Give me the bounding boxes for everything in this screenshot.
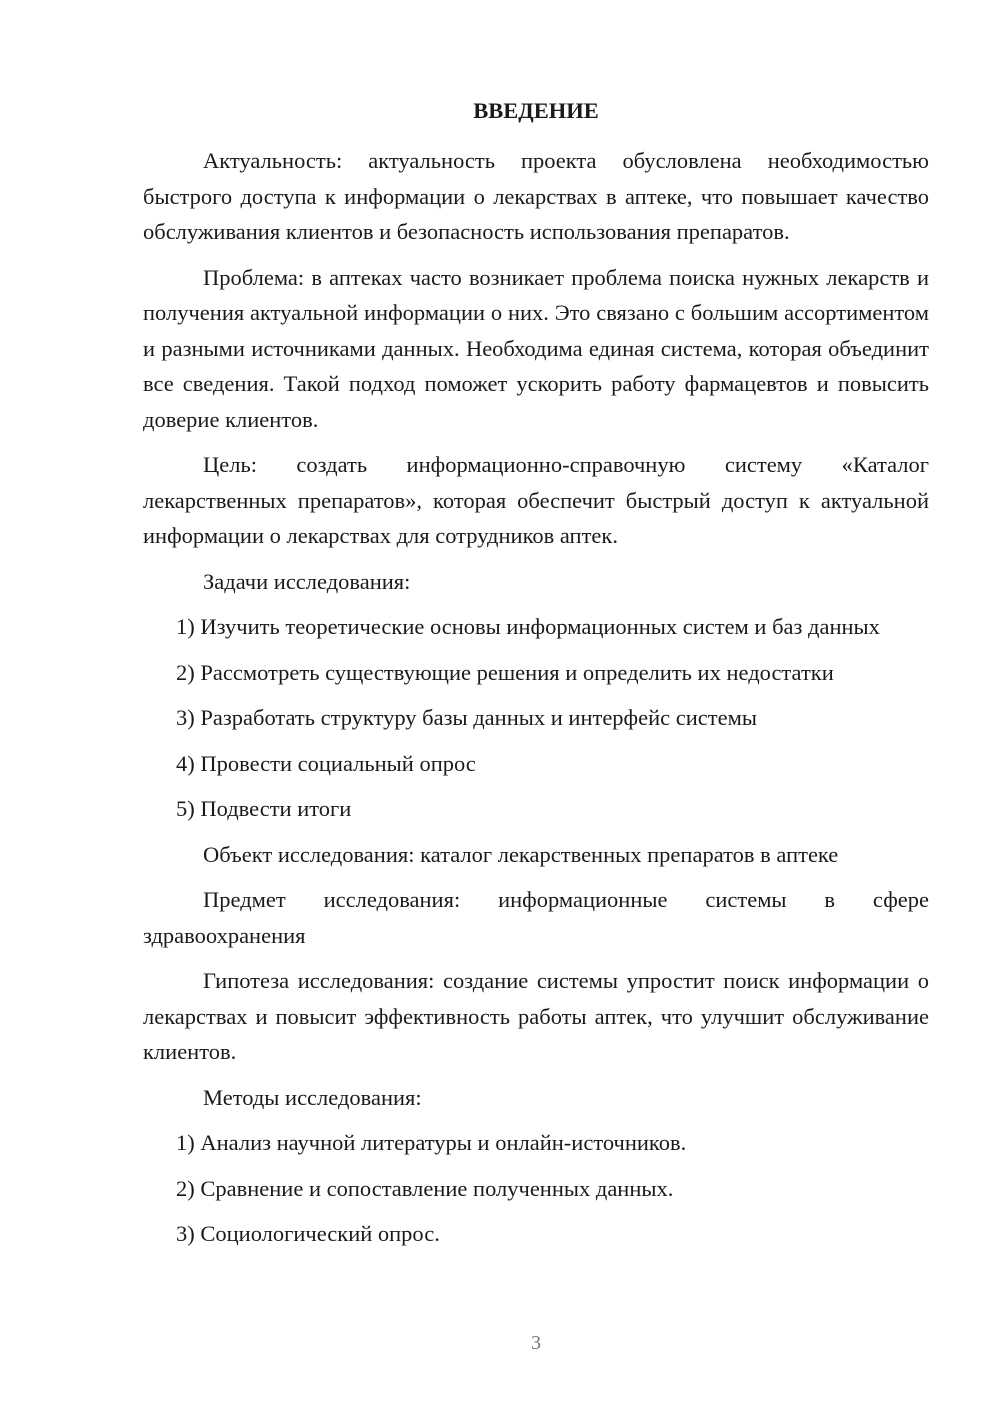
task-item: 2) Рассмотреть существующие решения и определить их недостатки [176, 659, 834, 685]
page-number: 3 [531, 1332, 541, 1354]
tasks-heading: Задачи исследования: [203, 568, 411, 594]
task-item: 1) Изучить теоретические основы информационных систем и баз данных [176, 614, 880, 639]
object-paragraph: Объект исследования: каталог лекарственных препаратов в аптеке [203, 841, 839, 867]
task-item: 3) Разработать структуру базы данных и интерфейс системы [176, 705, 757, 730]
problem-paragraph: Проблема: в аптеках часто возникает проблема поиска нужных лекарств и получения актуальной информации о них. Это связано с большим ассортиментом и разными источниками данных. Необходима единая система, которая объединит все сведения. Такой подход поможет ускорить работу фармацевтов и повысить доверие клиентов. [143, 264, 929, 432]
methods-heading: Методы исследования: [203, 1084, 422, 1110]
method-item: 2) Сравнение и сопоставление полученных данных. [176, 1175, 674, 1201]
method-item: 3) Социологический опрос. [176, 1221, 440, 1246]
hypothesis-paragraph: Гипотеза исследования: создание системы упростит поиск информации о лекарствах и повысит эффективность работы аптек, что улучшит обслуживание клиентов. [143, 968, 929, 1064]
relevance-paragraph: Актуальность: актуальность проекта обусловлена необходимостью быстрого доступа к информации о лекарствах в аптеке, что повышает качество обслуживания клиентов и безопасность использования препаратов. [143, 148, 929, 244]
task-item: 4) Провести социальный опрос [176, 750, 476, 776]
goal-paragraph: Цель: создать информационно-справочную систему «Каталог лекарственных препаратов», которая обеспечит быстрый доступ к актуальной информации о лекарствах для сотрудников аптек. [143, 452, 929, 548]
subject-paragraph: Предмет исследования: информационные системы в сфере здравоохранения [143, 887, 929, 948]
page-title: ВВЕДЕНИЕ [473, 98, 599, 123]
page-content [143, 96, 929, 1262]
method-item: 1) Анализ научной литературы и онлайн-источников. [176, 1130, 687, 1155]
task-item: 5) Подвести итоги [176, 796, 352, 821]
